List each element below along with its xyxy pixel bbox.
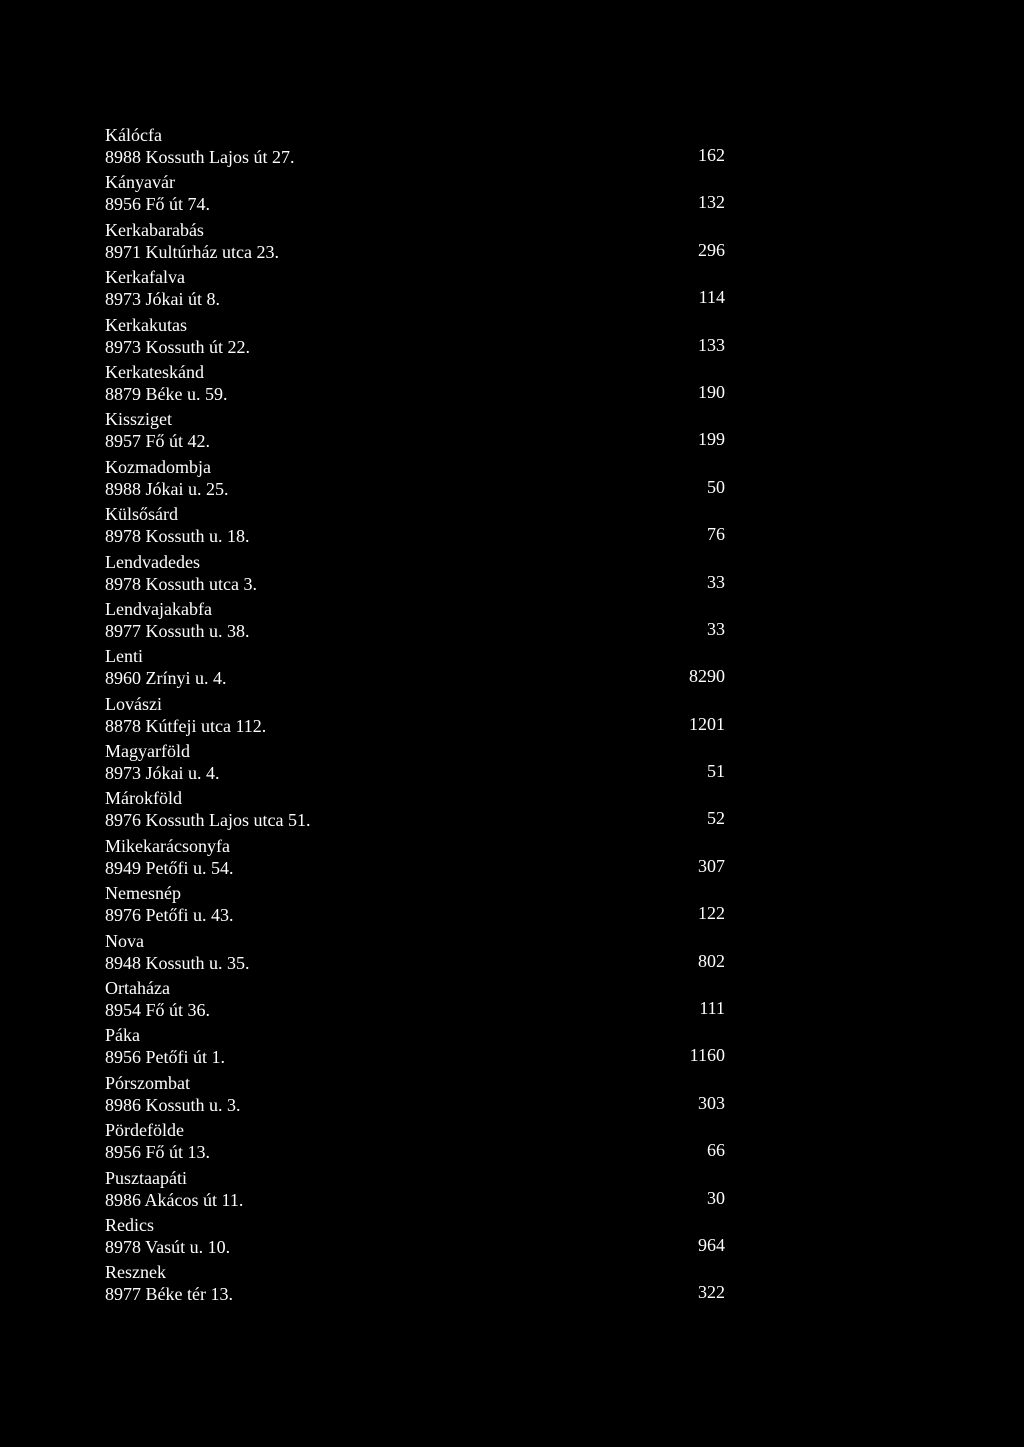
settlement-count: 307 <box>698 855 725 876</box>
settlement-address: 8977 Béke tér 13. <box>105 1284 233 1305</box>
settlement-name: Redics <box>105 1214 154 1235</box>
settlement-name: Nova <box>105 930 144 951</box>
settlement-count: 133 <box>698 334 725 355</box>
settlement-count: 50 <box>707 476 725 497</box>
settlement-name: Pórszombat <box>105 1072 190 1093</box>
settlement-name: Márokföld <box>105 788 182 809</box>
list-item-ortahaza <box>105 977 725 1024</box>
settlement-address: 8879 Béke u. 59. <box>105 383 228 404</box>
settlement-address: 8986 Akácos út 11. <box>105 1189 244 1210</box>
list-item-nemesnep <box>105 882 725 929</box>
settlement-name: Külsősárd <box>105 504 178 525</box>
list-item-lovaszi <box>105 693 725 740</box>
settlement-count: 1201 <box>689 713 725 734</box>
list-item-kissziget <box>105 408 725 455</box>
settlement-address: 8960 Zrínyi u. 4. <box>105 668 227 689</box>
settlement-count: 66 <box>707 1140 725 1161</box>
settlement-name: Magyarföld <box>105 741 190 762</box>
settlement-name: Kerkakutas <box>105 314 187 335</box>
list-item-porszombat <box>105 1072 725 1119</box>
list-item-lendvajakabfa <box>105 598 725 645</box>
list-item-marokfold <box>105 787 725 834</box>
list-item-resznek <box>105 1261 725 1308</box>
list-item-mikekaracsonyfa <box>105 835 725 882</box>
settlement-address: 8956 Fő út 74. <box>105 194 211 215</box>
list-item-kerkakutas <box>105 314 725 361</box>
settlement-name: Páka <box>105 1025 140 1046</box>
settlement-address: 8976 Petőfi u. 43. <box>105 905 234 926</box>
list-item-redics <box>105 1214 725 1261</box>
settlement-address: 8949 Petőfi u. 54. <box>105 857 234 878</box>
settlement-address: 8973 Jókai út 8. <box>105 289 220 310</box>
settlement-name: Lenti <box>105 646 143 667</box>
list-item-pordefolde <box>105 1119 725 1166</box>
settlement-count: 322 <box>698 1282 725 1303</box>
list-item-kanyavar <box>105 171 725 218</box>
settlement-name: Ortaháza <box>105 978 170 999</box>
settlement-count: 8290 <box>689 666 725 687</box>
settlement-name: Pördefölde <box>105 1120 184 1141</box>
settlement-name: Kozmadombja <box>105 456 211 477</box>
settlement-count: 33 <box>707 571 725 592</box>
settlement-count: 33 <box>707 618 725 639</box>
settlement-count: 964 <box>698 1234 725 1255</box>
settlement-count: 114 <box>698 287 725 308</box>
settlement-name: Mikekarácsonyfa <box>105 835 230 856</box>
list-item-paka <box>105 1024 725 1071</box>
settlement-address: 8948 Kossuth u. 35. <box>105 952 250 973</box>
settlement-name: Resznek <box>105 1262 166 1283</box>
list-item-kozmadombja <box>105 456 725 503</box>
settlement-address: 8956 Fő út 13. <box>105 1142 211 1163</box>
settlement-count: 52 <box>707 808 725 829</box>
list-item-kerkabarabas <box>105 219 725 266</box>
settlement-count: 111 <box>699 998 725 1019</box>
settlement-name: Kányavár <box>105 172 175 193</box>
settlement-address: 8956 Petőfi út 1. <box>105 1047 225 1068</box>
list-item-kerkateskand <box>105 361 725 408</box>
settlement-address: 8971 Kultúrház utca 23. <box>105 241 279 262</box>
settlement-address: 8976 Kossuth Lajos utca 51. <box>105 810 311 831</box>
list-item-lenti <box>105 645 725 692</box>
list-item-kalocfa <box>105 124 725 171</box>
list-item-kerkafalva <box>105 266 725 313</box>
settlement-count: 303 <box>698 1092 725 1113</box>
list-item-nova <box>105 930 725 977</box>
settlement-count: 190 <box>698 381 725 402</box>
settlement-address: 8954 Fő út 36. <box>105 1000 211 1021</box>
settlement-count: 51 <box>707 761 725 782</box>
settlement-address: 8977 Kossuth u. 38. <box>105 620 250 641</box>
settlement-count: 802 <box>698 950 725 971</box>
settlement-name: Kálócfa <box>105 125 162 145</box>
settlement-name: Pusztaapáti <box>105 1167 187 1188</box>
settlement-count: 76 <box>707 524 725 545</box>
settlement-name: Kissziget <box>105 409 172 430</box>
settlement-name: Kerkabarabás <box>105 219 204 240</box>
settlement-address: 8978 Kossuth u. 18. <box>105 526 250 547</box>
list-item-kulsosard <box>105 503 725 550</box>
list-item-lendvadedes <box>105 551 725 598</box>
settlement-count: 122 <box>698 903 725 924</box>
settlement-name: Lendvadedes <box>105 551 200 572</box>
settlement-count: 1160 <box>689 1045 725 1066</box>
settlement-address: 8978 Kossuth utca 3. <box>105 573 257 594</box>
settlement-address: 8986 Kossuth u. 3. <box>105 1094 241 1115</box>
settlement-count: 162 <box>698 145 725 165</box>
settlement-list <box>105 124 725 1309</box>
settlement-address: 8988 Jókai u. 25. <box>105 478 229 499</box>
settlement-address: 8973 Jókai u. 4. <box>105 763 220 784</box>
settlement-name: Lovászi <box>105 693 162 714</box>
settlement-name: Lendvajakabfa <box>105 598 212 619</box>
settlement-count: 132 <box>698 192 725 213</box>
settlement-name: Kerkafalva <box>105 267 185 288</box>
settlement-address: 8878 Kútfeji utca 112. <box>105 715 267 736</box>
settlement-count: 30 <box>707 1187 725 1208</box>
settlement-count: 199 <box>698 429 725 450</box>
settlement-name: Kerkateskánd <box>105 361 204 382</box>
settlement-address: 8978 Vasút u. 10. <box>105 1236 231 1257</box>
settlement-count: 296 <box>698 239 725 260</box>
settlement-address: 8957 Fő út 42. <box>105 431 211 452</box>
settlement-address: 8988 Kossuth Lajos út 27. <box>105 147 295 167</box>
settlement-name: Nemesnép <box>105 883 181 904</box>
list-item-pusztaapati <box>105 1167 725 1214</box>
settlement-address: 8973 Kossuth út 22. <box>105 336 251 357</box>
list-item-magyarfold <box>105 740 725 787</box>
